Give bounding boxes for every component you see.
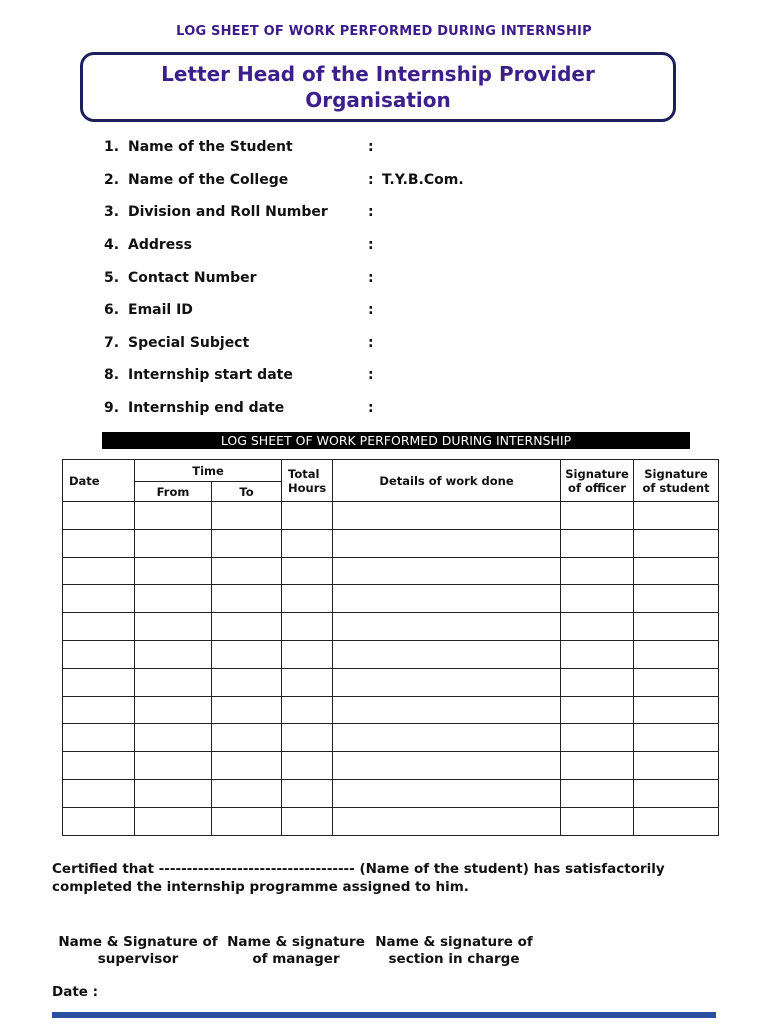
table-cell[interactable]	[333, 668, 561, 696]
table-cell[interactable]	[212, 585, 282, 613]
field-row	[104, 196, 704, 229]
table-cell[interactable]	[212, 613, 282, 641]
table-cell[interactable]	[212, 640, 282, 668]
table-row	[63, 529, 719, 557]
table-row	[63, 668, 719, 696]
col-header-sig-student-line2: of student	[642, 480, 710, 495]
table-cell[interactable]	[561, 752, 634, 780]
table-cell[interactable]	[333, 640, 561, 668]
field-row	[104, 294, 704, 327]
table-row	[63, 724, 719, 752]
field-label: Special Subject	[128, 334, 250, 351]
table-cell[interactable]	[282, 696, 333, 724]
col-header-total-line1: Total	[288, 466, 320, 481]
table-cell[interactable]	[634, 585, 719, 613]
letterhead-line-1: Letter Head of the Internship Provider	[161, 62, 595, 86]
col-header-to: To	[212, 482, 282, 502]
log-table	[62, 459, 719, 836]
table-cell[interactable]	[561, 668, 634, 696]
table-cell[interactable]	[212, 724, 282, 752]
letterhead-box	[80, 52, 676, 122]
field-colon: :	[368, 269, 374, 286]
table-cell[interactable]	[135, 696, 212, 724]
table-cell[interactable]	[561, 779, 634, 807]
table-cell[interactable]	[282, 640, 333, 668]
field-colon: :	[368, 237, 374, 254]
table-cell[interactable]	[212, 752, 282, 780]
field-row	[104, 229, 704, 262]
table-cell[interactable]	[634, 752, 719, 780]
field-number: 5.	[104, 269, 120, 286]
col-header-sig-officer-line1: Signature	[565, 466, 629, 481]
field-value[interactable]: T.Y.B.Com.	[382, 171, 464, 188]
table-cell[interactable]	[63, 696, 135, 724]
table-cell[interactable]	[63, 807, 135, 835]
table-cell[interactable]	[135, 752, 212, 780]
table-cell[interactable]	[634, 529, 719, 557]
field-row	[104, 359, 704, 392]
table-cell[interactable]	[135, 668, 212, 696]
table-row	[63, 779, 719, 807]
table-cell[interactable]	[561, 613, 634, 641]
table-cell[interactable]	[63, 724, 135, 752]
table-cell[interactable]	[63, 502, 135, 530]
table-cell[interactable]	[63, 752, 135, 780]
field-row	[104, 261, 704, 294]
table-cell[interactable]	[282, 529, 333, 557]
table-cell[interactable]	[63, 668, 135, 696]
field-number: 4.	[104, 237, 120, 254]
table-cell[interactable]	[212, 557, 282, 585]
table-cell[interactable]	[282, 502, 333, 530]
table-cell[interactable]	[212, 779, 282, 807]
table-cell[interactable]	[282, 752, 333, 780]
supervisor-signature-block	[58, 934, 218, 968]
table-cell[interactable]	[333, 752, 561, 780]
certification-statement	[52, 860, 714, 896]
table-cell[interactable]	[333, 779, 561, 807]
table-cell[interactable]	[135, 807, 212, 835]
table-cell[interactable]	[282, 557, 333, 585]
table-cell[interactable]	[333, 696, 561, 724]
table-row	[63, 807, 719, 835]
table-cell[interactable]	[333, 807, 561, 835]
manager-label-line2: of manager	[252, 951, 340, 967]
field-label: Email ID	[128, 302, 193, 319]
table-cell[interactable]	[634, 807, 719, 835]
col-header-from: From	[135, 482, 212, 502]
document-title: LOG SHEET OF WORK PERFORMED DURING INTERNSHIP	[176, 24, 592, 39]
field-number: 7.	[104, 334, 120, 351]
table-cell[interactable]	[333, 613, 561, 641]
field-number: 1.	[104, 139, 120, 156]
table-cell[interactable]	[135, 779, 212, 807]
col-header-sig-officer	[561, 460, 634, 502]
table-cell[interactable]	[212, 807, 282, 835]
table-cell[interactable]	[561, 724, 634, 752]
table-cell[interactable]	[333, 529, 561, 557]
field-label: Name of the Student	[128, 139, 293, 156]
table-cell[interactable]	[634, 668, 719, 696]
table-cell[interactable]	[135, 585, 212, 613]
table-cell[interactable]	[282, 807, 333, 835]
table-cell[interactable]	[634, 696, 719, 724]
field-number: 8.	[104, 367, 120, 384]
letterhead-line-2: Organisation	[305, 88, 451, 112]
table-cell[interactable]	[212, 529, 282, 557]
table-cell[interactable]	[561, 502, 634, 530]
table-cell[interactable]	[135, 529, 212, 557]
field-colon: :	[368, 139, 374, 156]
col-header-date: Date	[63, 460, 135, 502]
table-row	[63, 557, 719, 585]
table-cell[interactable]	[561, 585, 634, 613]
field-number: 6.	[104, 302, 120, 319]
field-number: 3.	[104, 204, 120, 221]
field-colon: :	[368, 171, 374, 188]
table-cell[interactable]	[634, 640, 719, 668]
field-label: Internship end date	[128, 400, 285, 417]
table-row	[63, 752, 719, 780]
field-number: 9.	[104, 400, 120, 417]
manager-label-line1: Name & signature	[227, 934, 365, 950]
table-cell[interactable]	[282, 724, 333, 752]
field-row	[104, 327, 704, 360]
table-row	[63, 696, 719, 724]
table-cell[interactable]	[561, 807, 634, 835]
table-row	[63, 613, 719, 641]
table-cell[interactable]	[634, 557, 719, 585]
certification-line-1: Certified that ----------------------------------- (Name of the student) has satisfactorily	[52, 861, 665, 877]
supervisor-label-line2: supervisor	[97, 951, 179, 967]
table-cell[interactable]	[333, 724, 561, 752]
table-cell[interactable]	[282, 613, 333, 641]
field-row	[104, 131, 704, 164]
table-cell[interactable]	[212, 668, 282, 696]
section-signature-block	[374, 934, 534, 968]
col-header-details: Details of work done	[333, 460, 561, 502]
table-cell[interactable]	[135, 502, 212, 530]
field-colon: :	[368, 334, 374, 351]
table-cell[interactable]	[561, 640, 634, 668]
table-cell[interactable]	[282, 668, 333, 696]
section-label-line2: section in charge	[388, 951, 520, 967]
table-cell[interactable]	[135, 640, 212, 668]
table-cell[interactable]	[333, 557, 561, 585]
table-row	[63, 502, 719, 530]
table-cell[interactable]	[63, 640, 135, 668]
field-label: Name of the College	[128, 171, 289, 188]
field-colon: :	[368, 367, 374, 384]
col-header-sig-student-line1: Signature	[644, 466, 708, 481]
table-cell[interactable]	[212, 502, 282, 530]
table-cell[interactable]	[634, 502, 719, 530]
table-cell[interactable]	[282, 585, 333, 613]
field-label: Contact Number	[128, 269, 257, 286]
field-colon: :	[368, 204, 374, 221]
table-cell[interactable]	[63, 529, 135, 557]
field-number: 2.	[104, 171, 120, 188]
table-row	[63, 585, 719, 613]
col-header-total-hours	[282, 460, 333, 502]
col-header-sig-student	[634, 460, 719, 502]
col-header-total-line2: Hours	[288, 480, 327, 495]
field-row	[104, 392, 704, 425]
field-label: Division and Roll Number	[128, 204, 328, 221]
table-cell[interactable]	[135, 557, 212, 585]
col-header-sig-officer-line2: of officer	[568, 480, 626, 495]
table-cell[interactable]	[282, 779, 333, 807]
table-cell[interactable]	[63, 557, 135, 585]
table-cell[interactable]	[135, 613, 212, 641]
field-label: Internship start date	[128, 367, 293, 384]
table-row	[63, 640, 719, 668]
table-cell[interactable]	[212, 696, 282, 724]
certification-line-2: completed the internship programme assigned to him.	[52, 879, 469, 895]
date-label: Date :	[52, 984, 99, 1000]
field-colon: :	[368, 400, 374, 417]
table-cell[interactable]	[333, 585, 561, 613]
student-details-list	[104, 131, 704, 424]
table-cell[interactable]	[634, 724, 719, 752]
col-header-time: Time	[135, 460, 282, 482]
table-cell[interactable]	[63, 779, 135, 807]
table-cell[interactable]	[561, 696, 634, 724]
table-cell[interactable]	[634, 613, 719, 641]
log-sheet-banner: LOG SHEET OF WORK PERFORMED DURING INTERNSHIP	[102, 432, 690, 449]
table-cell[interactable]	[561, 529, 634, 557]
table-cell[interactable]	[63, 613, 135, 641]
table-cell[interactable]	[63, 585, 135, 613]
supervisor-label-line1: Name & Signature of	[58, 934, 218, 950]
table-cell[interactable]	[561, 557, 634, 585]
table-cell[interactable]	[135, 724, 212, 752]
field-colon: :	[368, 302, 374, 319]
field-row	[104, 164, 704, 197]
manager-signature-block	[226, 934, 366, 968]
table-cell[interactable]	[634, 779, 719, 807]
section-label-line1: Name & signature of	[375, 934, 533, 950]
field-label: Address	[128, 237, 192, 254]
bottom-rule	[52, 1012, 716, 1018]
table-cell[interactable]	[333, 502, 561, 530]
